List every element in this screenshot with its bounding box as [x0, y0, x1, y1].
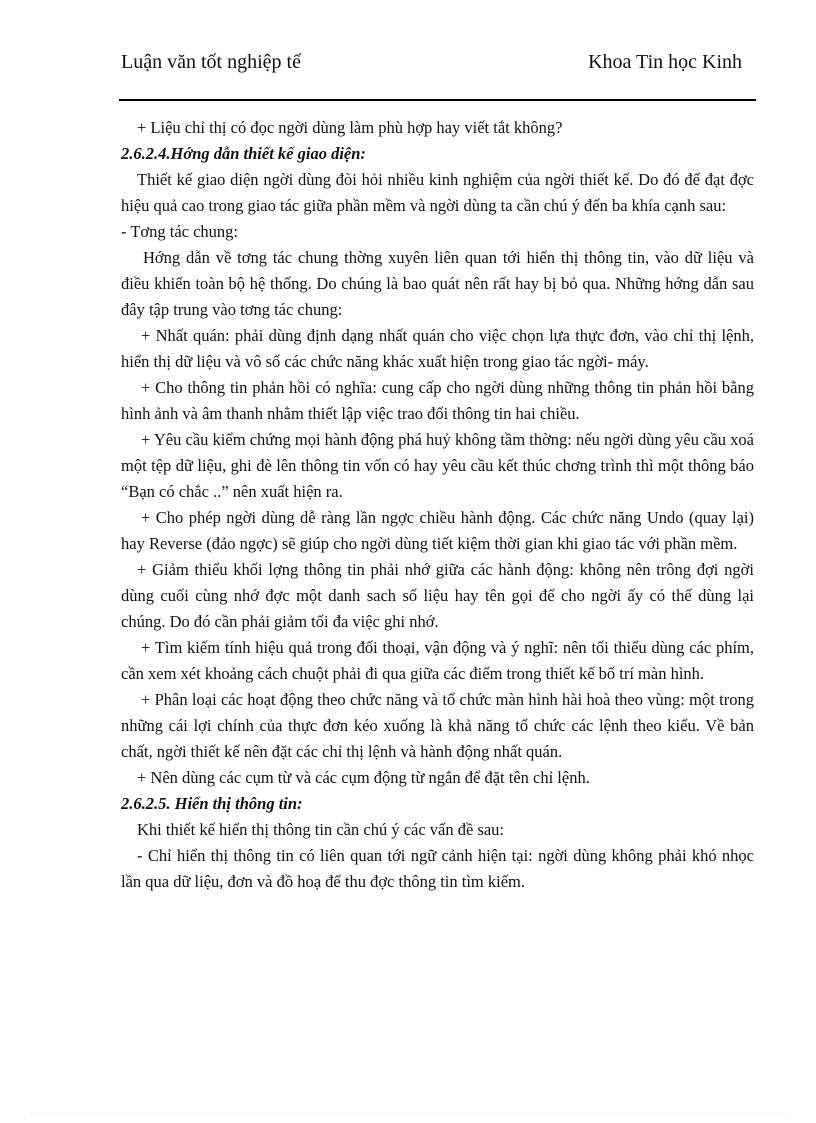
header-left-text: Luận văn tốt nghiệp tế: [121, 51, 301, 73]
paragraph: Hớng dẫn về tơng tác chung thờng xuyên liên quan tới hiển thị thông tin, vào dữ liệu và điều khiển toàn bộ hệ thống. Do chúng là bao quát nên rất hay bị bỏ qua. Những hớng dẫn sau đây tập trung vào tơng tác chung:: [121, 248, 754, 319]
paragraph: Thiết kế giao diện ngời dùng đòi hỏi nhiều kinh nghiệm của ngời thiết kế. Do đó để đạt đợc hiệu quả cao trong giao tác giữa phần mềm và ngời dùng ta cần chú ý đến ba khía cạnh sau:: [121, 170, 754, 215]
page-bottom-border: [30, 1113, 786, 1114]
paragraph: + Cho phép ngời dùng dễ ràng lần ngợc chiều hành động. Các chức năng Undo (quay lại) hay Reverse (đảo ngợc) sẽ giúp cho ngời dùng tiết kiệm thời gian khi giao tác với phần mềm.: [121, 508, 754, 553]
document-body: [121, 115, 754, 895]
paragraph: + Liệu chỉ thị có đọc ngời dùng làm phù hợp hay viết tắt không?: [137, 118, 563, 137]
paragraph: + Nên dùng các cụm từ và các cụm động từ ngắn để đặt tên chỉ lệnh.: [137, 768, 590, 787]
paragraph: + Giảm thiểu khối lợng thông tin phải nhớ giữa các hành động: không nên trông đợi ngời dùng cuối cùng nhớ đợc một danh sach số liệu hay tên gọi để cho ngời ấy có thể dùng lại chúng. Do đó cần phải giảm tối đa việc ghi nhớ.: [121, 560, 754, 631]
paragraph: + Tìm kiếm tính hiệu quả trong đối thoại, vận động và ý nghĩ: nên tối thiểu dùng các phím, cần xem xét khoảng cách chuột phải đi qua giữa các điểm trong thiết kế bố trí màn hình.: [121, 638, 754, 683]
header-rule: [119, 99, 756, 101]
paragraph: + Yêu cầu kiểm chứng mọi hành động phá huỷ không tầm thờng: nếu ngời dùng yêu cầu xoá một tệp dữ liệu, ghi đè lên thông tin vốn có hay yêu cầu kết thúc chơng trình thì một thông báo “Bạn có chắc ..” nên xuất hiện ra.: [121, 430, 754, 501]
paragraph: + Cho thông tin phản hồi có nghĩa: cung cấp cho ngời dùng những thông tin phản hồi bằng hình ảnh và âm thanh nhằm thiết lập việc trao đổi thông tin hai chiều.: [121, 378, 754, 423]
paragraph: - Chỉ hiển thị thông tin có liên quan tới ngữ cảnh hiện tại: ngời dùng không phải khó nhọc lần qua dữ liệu, đơn và đồ hoạ để thu đợc thông tin tìm kiếm.: [121, 846, 754, 891]
page-header: [121, 50, 756, 100]
section-heading: 2.6.2.4.Hớng dẫn thiết kế giao diện:: [121, 144, 366, 163]
paragraph: + Phân loại các hoạt động theo chức năng và tổ chức màn hình hài hoà theo vùng: một trong những cái lợi chính của thực đơn kéo xuống là khả năng tổ chức các lệnh theo kiểu. Về bản chất, ngời thiết kế nên đặt các chỉ thị lệnh và hành động nhất quán.: [121, 690, 754, 761]
paragraph: + Nhất quán: phải dùng định dạng nhất quán cho việc chọn lựa thực đơn, vào chỉ thị lệnh, hiển thị dữ liệu và vô số các chức năng khác xuất hiện trong giao tác ngời- máy.: [121, 326, 754, 371]
section-heading: 2.6.2.5. Hiển thị thông tin:: [121, 794, 303, 813]
paragraph: Khi thiết kế hiển thị thông tin cần chú ý các vấn đề sau:: [137, 820, 505, 839]
paragraph: - Tơng tác chung:: [121, 222, 239, 241]
header-right-text: Khoa Tin học Kinh: [588, 51, 742, 73]
